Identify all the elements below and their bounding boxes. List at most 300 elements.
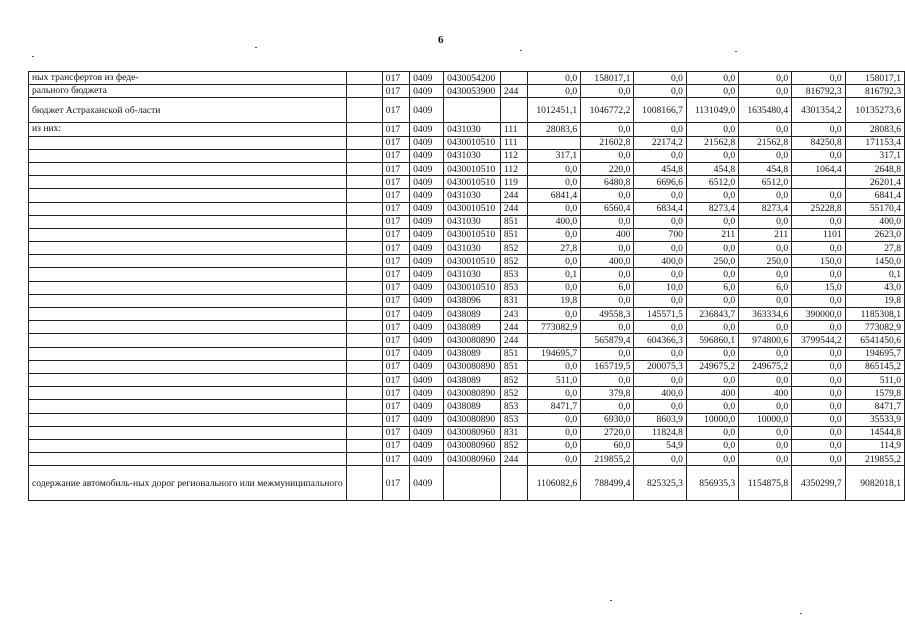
cell-section-code: 0409 bbox=[410, 123, 444, 136]
cell-value-1: 0,0 bbox=[528, 308, 581, 321]
cell-value-3: 700 bbox=[634, 228, 687, 241]
cell-value-1: 773082,9 bbox=[528, 321, 581, 334]
cell-target-code: 0430080960 bbox=[444, 439, 501, 452]
table-row bbox=[29, 439, 905, 452]
cell-expense-type: 851 bbox=[500, 347, 527, 360]
cell-value-1: 0,0 bbox=[528, 162, 581, 175]
cell-value-6: 0,0 bbox=[792, 189, 846, 202]
cell-target-code: 0431030 bbox=[444, 149, 501, 162]
cell-value-4: 0,0 bbox=[686, 453, 738, 466]
cell-total: 158017,1 bbox=[845, 72, 904, 85]
cell-section-code: 0409 bbox=[410, 294, 444, 307]
cell-total: 55170,4 bbox=[845, 202, 904, 215]
cell-value-3: 0,0 bbox=[634, 85, 687, 98]
cell-target-code: 0430054200 bbox=[444, 72, 501, 85]
cell-value-4: 856935,3 bbox=[686, 466, 738, 501]
cell-value-3: 54,9 bbox=[634, 439, 687, 452]
cell-section-code: 0409 bbox=[410, 176, 444, 189]
cell-target-code: 0430053900 bbox=[444, 85, 501, 98]
table-row bbox=[29, 242, 905, 255]
cell-target-code: 0430080890 bbox=[444, 334, 501, 347]
cell-section-code: 0409 bbox=[410, 426, 444, 439]
cell-section-code: 0409 bbox=[410, 439, 444, 452]
cell-value-2: 6,0 bbox=[581, 281, 634, 294]
cell-expense-type: 853 bbox=[500, 413, 527, 426]
cell-value-3: 0,0 bbox=[634, 400, 687, 413]
cell-value-4: 0,0 bbox=[686, 439, 738, 452]
cell-value-6: 0,0 bbox=[792, 453, 846, 466]
cell-value-1: 19,8 bbox=[528, 294, 581, 307]
cell-section-code: 0409 bbox=[410, 466, 444, 501]
table-row bbox=[29, 228, 905, 241]
cell-admin-code: 017 bbox=[382, 334, 409, 347]
cell-blank bbox=[346, 215, 382, 228]
cell-value-6: 0,0 bbox=[792, 387, 846, 400]
table-row bbox=[29, 453, 905, 466]
cell-value-2: 400 bbox=[581, 228, 634, 241]
cell-value-2: 0,0 bbox=[581, 85, 634, 98]
cell-value-6: 1064,4 bbox=[792, 162, 846, 175]
cell-value-3: 22174,2 bbox=[634, 136, 687, 149]
cell-total: 171153,4 bbox=[845, 136, 904, 149]
cell-admin-code: 017 bbox=[382, 98, 409, 123]
cell-value-4: 0,0 bbox=[686, 400, 738, 413]
cell-section-code: 0409 bbox=[410, 334, 444, 347]
cell-name bbox=[29, 281, 347, 294]
cell-value-4: 454,8 bbox=[686, 162, 738, 175]
cell-value-1: 0,0 bbox=[528, 72, 581, 85]
table-row bbox=[29, 387, 905, 400]
cell-value-1: 0,1 bbox=[528, 268, 581, 281]
cell-section-code: 0409 bbox=[410, 413, 444, 426]
cell-total: 219855,2 bbox=[845, 453, 904, 466]
cell-value-4: 0,0 bbox=[686, 426, 738, 439]
cell-expense-type bbox=[500, 72, 527, 85]
cell-section-code: 0409 bbox=[410, 149, 444, 162]
cell-value-6: 816792,3 bbox=[792, 85, 846, 98]
cell-expense-type: 119 bbox=[500, 176, 527, 189]
cell-value-4: 596860,1 bbox=[686, 334, 738, 347]
cell-value-4: 0,0 bbox=[686, 149, 738, 162]
cell-blank bbox=[346, 228, 382, 241]
cell-expense-type: 831 bbox=[500, 426, 527, 439]
cell-blank bbox=[346, 255, 382, 268]
cell-value-6: 390000,0 bbox=[792, 308, 846, 321]
cell-expense-type: 244 bbox=[500, 334, 527, 347]
cell-section-code: 0409 bbox=[410, 281, 444, 294]
cell-value-2: 0,0 bbox=[581, 189, 634, 202]
cell-section-code: 0409 bbox=[410, 255, 444, 268]
cell-value-2: 788499,4 bbox=[581, 466, 634, 501]
cell-section-code: 0409 bbox=[410, 162, 444, 175]
cell-section-code: 0409 bbox=[410, 72, 444, 85]
cell-value-6: 84250,8 bbox=[792, 136, 846, 149]
cell-value-5: 0,0 bbox=[739, 453, 792, 466]
cell-name bbox=[29, 400, 347, 413]
cell-value-2: 60,0 bbox=[581, 439, 634, 452]
cell-target-code: 0430010510 bbox=[444, 136, 501, 149]
cell-name: содержание автомобиль-ных дорог регионального или межмуниципального bbox=[29, 466, 347, 501]
cell-value-5: 0,0 bbox=[739, 294, 792, 307]
cell-name bbox=[29, 228, 347, 241]
cell-value-6: 4301354,2 bbox=[792, 98, 846, 123]
cell-section-code: 0409 bbox=[410, 360, 444, 373]
cell-admin-code: 017 bbox=[382, 242, 409, 255]
cell-value-4: 0,0 bbox=[686, 268, 738, 281]
cell-value-4: 0,0 bbox=[686, 294, 738, 307]
table-row bbox=[29, 202, 905, 215]
table-row bbox=[29, 308, 905, 321]
cell-target-code: 0430080960 bbox=[444, 453, 501, 466]
cell-total: 194695,7 bbox=[845, 347, 904, 360]
cell-value-1: 27,8 bbox=[528, 242, 581, 255]
table-row bbox=[29, 85, 905, 98]
cell-admin-code: 017 bbox=[382, 347, 409, 360]
cell-admin-code: 017 bbox=[382, 466, 409, 501]
cell-value-5: 8273,4 bbox=[739, 202, 792, 215]
cell-expense-type: 851 bbox=[500, 360, 527, 373]
cell-value-2: 379,8 bbox=[581, 387, 634, 400]
cell-name: рального бюджета bbox=[29, 85, 347, 98]
cell-value-4: 21562,8 bbox=[686, 136, 738, 149]
cell-value-4: 0,0 bbox=[686, 189, 738, 202]
table-row bbox=[29, 373, 905, 386]
cell-value-2: 0,0 bbox=[581, 321, 634, 334]
cell-value-6: 0,0 bbox=[792, 360, 846, 373]
cell-value-3: 145571,5 bbox=[634, 308, 687, 321]
cell-blank bbox=[346, 453, 382, 466]
cell-value-2: 6560,4 bbox=[581, 202, 634, 215]
cell-value-1: 0,0 bbox=[528, 281, 581, 294]
cell-value-3: 11824,8 bbox=[634, 426, 687, 439]
cell-value-1: 0,0 bbox=[528, 387, 581, 400]
cell-blank bbox=[346, 294, 382, 307]
cell-value-5: 0,0 bbox=[739, 149, 792, 162]
scan-speck bbox=[610, 600, 612, 601]
cell-total: 19,8 bbox=[845, 294, 904, 307]
cell-blank bbox=[346, 85, 382, 98]
cell-blank bbox=[346, 72, 382, 85]
cell-name bbox=[29, 334, 347, 347]
table-row bbox=[29, 72, 905, 85]
cell-value-2: 6930,0 bbox=[581, 413, 634, 426]
cell-value-3: 0,0 bbox=[634, 72, 687, 85]
cell-value-5: 0,0 bbox=[739, 242, 792, 255]
cell-total: 35533,9 bbox=[845, 413, 904, 426]
cell-value-1: 6841,4 bbox=[528, 189, 581, 202]
scan-speck bbox=[735, 51, 737, 52]
cell-target-code: 0438096 bbox=[444, 294, 501, 307]
cell-value-3: 454,8 bbox=[634, 162, 687, 175]
cell-target-code bbox=[444, 98, 501, 123]
cell-value-6: 0,0 bbox=[792, 426, 846, 439]
cell-total: 9082018,1 bbox=[845, 466, 904, 501]
cell-value-2: 21602,8 bbox=[581, 136, 634, 149]
cell-value-5: 974800,6 bbox=[739, 334, 792, 347]
cell-value-4: 400 bbox=[686, 387, 738, 400]
cell-section-code: 0409 bbox=[410, 136, 444, 149]
cell-value-5: 6,0 bbox=[739, 281, 792, 294]
cell-value-5: 0,0 bbox=[739, 426, 792, 439]
cell-value-6: 0,0 bbox=[792, 439, 846, 452]
cell-value-5: 6512,0 bbox=[739, 176, 792, 189]
cell-value-1: 400,0 bbox=[528, 215, 581, 228]
cell-expense-type: 851 bbox=[500, 215, 527, 228]
cell-admin-code: 017 bbox=[382, 413, 409, 426]
cell-value-1: 0,0 bbox=[528, 453, 581, 466]
table-row bbox=[29, 360, 905, 373]
cell-expense-type: 244 bbox=[500, 189, 527, 202]
cell-admin-code: 017 bbox=[382, 85, 409, 98]
cell-value-4: 249675,2 bbox=[686, 360, 738, 373]
cell-total: 114,9 bbox=[845, 439, 904, 452]
cell-value-5: 400 bbox=[739, 387, 792, 400]
cell-value-6: 0,0 bbox=[792, 413, 846, 426]
cell-expense-type: 852 bbox=[500, 387, 527, 400]
cell-admin-code: 017 bbox=[382, 255, 409, 268]
cell-value-2: 0,0 bbox=[581, 242, 634, 255]
cell-name bbox=[29, 149, 347, 162]
cell-blank bbox=[346, 242, 382, 255]
budget-table bbox=[28, 71, 905, 501]
cell-value-4: 250,0 bbox=[686, 255, 738, 268]
cell-section-code: 0409 bbox=[410, 228, 444, 241]
table-row bbox=[29, 413, 905, 426]
cell-section-code: 0409 bbox=[410, 347, 444, 360]
cell-expense-type: 244 bbox=[500, 453, 527, 466]
table-row bbox=[29, 347, 905, 360]
table-row bbox=[29, 189, 905, 202]
scan-speck bbox=[520, 50, 522, 51]
cell-value-1: 0,0 bbox=[528, 255, 581, 268]
cell-admin-code: 017 bbox=[382, 72, 409, 85]
cell-admin-code: 017 bbox=[382, 387, 409, 400]
cell-expense-type: 851 bbox=[500, 228, 527, 241]
cell-value-5: 1635480,4 bbox=[739, 98, 792, 123]
cell-blank bbox=[346, 189, 382, 202]
cell-admin-code: 017 bbox=[382, 439, 409, 452]
cell-name bbox=[29, 242, 347, 255]
cell-expense-type: 111 bbox=[500, 123, 527, 136]
cell-value-6: 0,0 bbox=[792, 373, 846, 386]
cell-value-3: 0,0 bbox=[634, 347, 687, 360]
cell-blank bbox=[346, 321, 382, 334]
cell-value-2: 0,0 bbox=[581, 347, 634, 360]
table-row bbox=[29, 466, 905, 501]
cell-expense-type: 244 bbox=[500, 85, 527, 98]
cell-blank bbox=[346, 136, 382, 149]
cell-value-5: 1154875,8 bbox=[739, 466, 792, 501]
cell-total: 1579,8 bbox=[845, 387, 904, 400]
cell-expense-type: 852 bbox=[500, 255, 527, 268]
table-row bbox=[29, 123, 905, 136]
cell-name bbox=[29, 176, 347, 189]
cell-total: 773082,9 bbox=[845, 321, 904, 334]
cell-target-code: 0438089 bbox=[444, 308, 501, 321]
cell-value-4: 0,0 bbox=[686, 242, 738, 255]
cell-total: 2648,8 bbox=[845, 162, 904, 175]
cell-target-code: 0430010510 bbox=[444, 202, 501, 215]
cell-value-6: 1101 bbox=[792, 228, 846, 241]
cell-value-3: 0,0 bbox=[634, 321, 687, 334]
scan-speck bbox=[800, 613, 802, 614]
cell-value-2: 565879,4 bbox=[581, 334, 634, 347]
cell-total: 27,8 bbox=[845, 242, 904, 255]
cell-admin-code: 017 bbox=[382, 136, 409, 149]
cell-value-4: 6512,0 bbox=[686, 176, 738, 189]
cell-expense-type: 852 bbox=[500, 439, 527, 452]
cell-value-3: 825325,3 bbox=[634, 466, 687, 501]
cell-value-4: 0,0 bbox=[686, 373, 738, 386]
cell-section-code: 0409 bbox=[410, 387, 444, 400]
cell-value-2: 400,0 bbox=[581, 255, 634, 268]
cell-target-code: 0430010510 bbox=[444, 281, 501, 294]
cell-total: 14544,8 bbox=[845, 426, 904, 439]
table-row bbox=[29, 400, 905, 413]
cell-blank bbox=[346, 413, 382, 426]
cell-blank bbox=[346, 373, 382, 386]
cell-value-1: 8471,7 bbox=[528, 400, 581, 413]
cell-value-6 bbox=[792, 176, 846, 189]
cell-admin-code: 017 bbox=[382, 400, 409, 413]
cell-target-code: 0431030 bbox=[444, 123, 501, 136]
cell-value-2: 0,0 bbox=[581, 149, 634, 162]
cell-value-3: 0,0 bbox=[634, 215, 687, 228]
cell-target-code: 0438089 bbox=[444, 373, 501, 386]
cell-blank bbox=[346, 360, 382, 373]
cell-value-4: 6,0 bbox=[686, 281, 738, 294]
cell-name bbox=[29, 202, 347, 215]
cell-value-5: 0,0 bbox=[739, 268, 792, 281]
cell-value-1 bbox=[528, 136, 581, 149]
cell-value-5: 250,0 bbox=[739, 255, 792, 268]
table-row bbox=[29, 268, 905, 281]
cell-value-2: 0,0 bbox=[581, 215, 634, 228]
cell-value-6: 0,0 bbox=[792, 321, 846, 334]
cell-value-6: 0,0 bbox=[792, 268, 846, 281]
cell-value-6: 0,0 bbox=[792, 347, 846, 360]
cell-target-code: 0438089 bbox=[444, 321, 501, 334]
table-row bbox=[29, 215, 905, 228]
cell-target-code: 0430080890 bbox=[444, 360, 501, 373]
cell-value-6: 0,0 bbox=[792, 215, 846, 228]
cell-name: бюджет Астраханской об-ласти bbox=[29, 98, 347, 123]
cell-value-5: 0,0 bbox=[739, 85, 792, 98]
cell-admin-code: 017 bbox=[382, 294, 409, 307]
cell-value-4: 236843,7 bbox=[686, 308, 738, 321]
cell-value-3: 0,0 bbox=[634, 149, 687, 162]
cell-name bbox=[29, 413, 347, 426]
cell-total: 511,0 bbox=[845, 373, 904, 386]
cell-expense-type: 111 bbox=[500, 136, 527, 149]
cell-target-code: 0430080960 bbox=[444, 426, 501, 439]
cell-value-5: 0,0 bbox=[739, 373, 792, 386]
cell-name bbox=[29, 308, 347, 321]
cell-name bbox=[29, 162, 347, 175]
cell-value-1: 1012451,1 bbox=[528, 98, 581, 123]
cell-value-4: 0,0 bbox=[686, 215, 738, 228]
cell-target-code: 0431030 bbox=[444, 242, 501, 255]
cell-value-2: 0,0 bbox=[581, 268, 634, 281]
table-row bbox=[29, 176, 905, 189]
cell-blank bbox=[346, 281, 382, 294]
cell-expense-type: 831 bbox=[500, 294, 527, 307]
cell-name bbox=[29, 426, 347, 439]
cell-value-3: 400,0 bbox=[634, 255, 687, 268]
table-row bbox=[29, 294, 905, 307]
cell-expense-type: 244 bbox=[500, 202, 527, 215]
cell-value-6: 150,0 bbox=[792, 255, 846, 268]
cell-total: 816792,3 bbox=[845, 85, 904, 98]
cell-value-2: 2720,0 bbox=[581, 426, 634, 439]
cell-section-code: 0409 bbox=[410, 215, 444, 228]
cell-admin-code: 017 bbox=[382, 123, 409, 136]
cell-blank bbox=[346, 439, 382, 452]
cell-value-1: 1106082,6 bbox=[528, 466, 581, 501]
cell-name bbox=[29, 268, 347, 281]
cell-value-1: 194695,7 bbox=[528, 347, 581, 360]
cell-value-3: 0,0 bbox=[634, 268, 687, 281]
cell-value-1: 0,0 bbox=[528, 439, 581, 452]
cell-section-code: 0409 bbox=[410, 453, 444, 466]
cell-total: 400,0 bbox=[845, 215, 904, 228]
cell-value-4: 0,0 bbox=[686, 321, 738, 334]
cell-target-code: 0430010510 bbox=[444, 228, 501, 241]
cell-name bbox=[29, 215, 347, 228]
cell-total: 43,0 bbox=[845, 281, 904, 294]
table-row bbox=[29, 426, 905, 439]
cell-value-3: 604366,3 bbox=[634, 334, 687, 347]
cell-name bbox=[29, 387, 347, 400]
page-number: 6 bbox=[438, 34, 444, 46]
cell-value-5: 363334,6 bbox=[739, 308, 792, 321]
cell-name bbox=[29, 294, 347, 307]
cell-value-2: 0,0 bbox=[581, 373, 634, 386]
cell-value-2: 49558,3 bbox=[581, 308, 634, 321]
cell-blank bbox=[346, 202, 382, 215]
cell-name bbox=[29, 439, 347, 452]
cell-value-3: 0,0 bbox=[634, 242, 687, 255]
cell-expense-type: 853 bbox=[500, 281, 527, 294]
cell-name bbox=[29, 321, 347, 334]
cell-target-code: 0430010510 bbox=[444, 255, 501, 268]
cell-section-code: 0409 bbox=[410, 85, 444, 98]
cell-target-code: 0438089 bbox=[444, 400, 501, 413]
cell-section-code: 0409 bbox=[410, 242, 444, 255]
cell-name bbox=[29, 360, 347, 373]
cell-value-3: 400,0 bbox=[634, 387, 687, 400]
table-row bbox=[29, 321, 905, 334]
cell-admin-code: 017 bbox=[382, 308, 409, 321]
table-row bbox=[29, 98, 905, 123]
cell-value-1: 0,0 bbox=[528, 360, 581, 373]
cell-value-4: 0,0 bbox=[686, 123, 738, 136]
cell-total: 865145,2 bbox=[845, 360, 904, 373]
cell-total: 1185308,1 bbox=[845, 308, 904, 321]
cell-value-4: 0,0 bbox=[686, 347, 738, 360]
cell-total: 2623,0 bbox=[845, 228, 904, 241]
cell-value-5: 0,0 bbox=[739, 123, 792, 136]
cell-value-1: 28083,6 bbox=[528, 123, 581, 136]
cell-name bbox=[29, 136, 347, 149]
cell-blank bbox=[346, 123, 382, 136]
cell-expense-type bbox=[500, 98, 527, 123]
cell-value-5: 0,0 bbox=[739, 439, 792, 452]
cell-value-1: 317,1 bbox=[528, 149, 581, 162]
cell-blank bbox=[346, 268, 382, 281]
cell-blank bbox=[346, 347, 382, 360]
cell-total: 317,1 bbox=[845, 149, 904, 162]
